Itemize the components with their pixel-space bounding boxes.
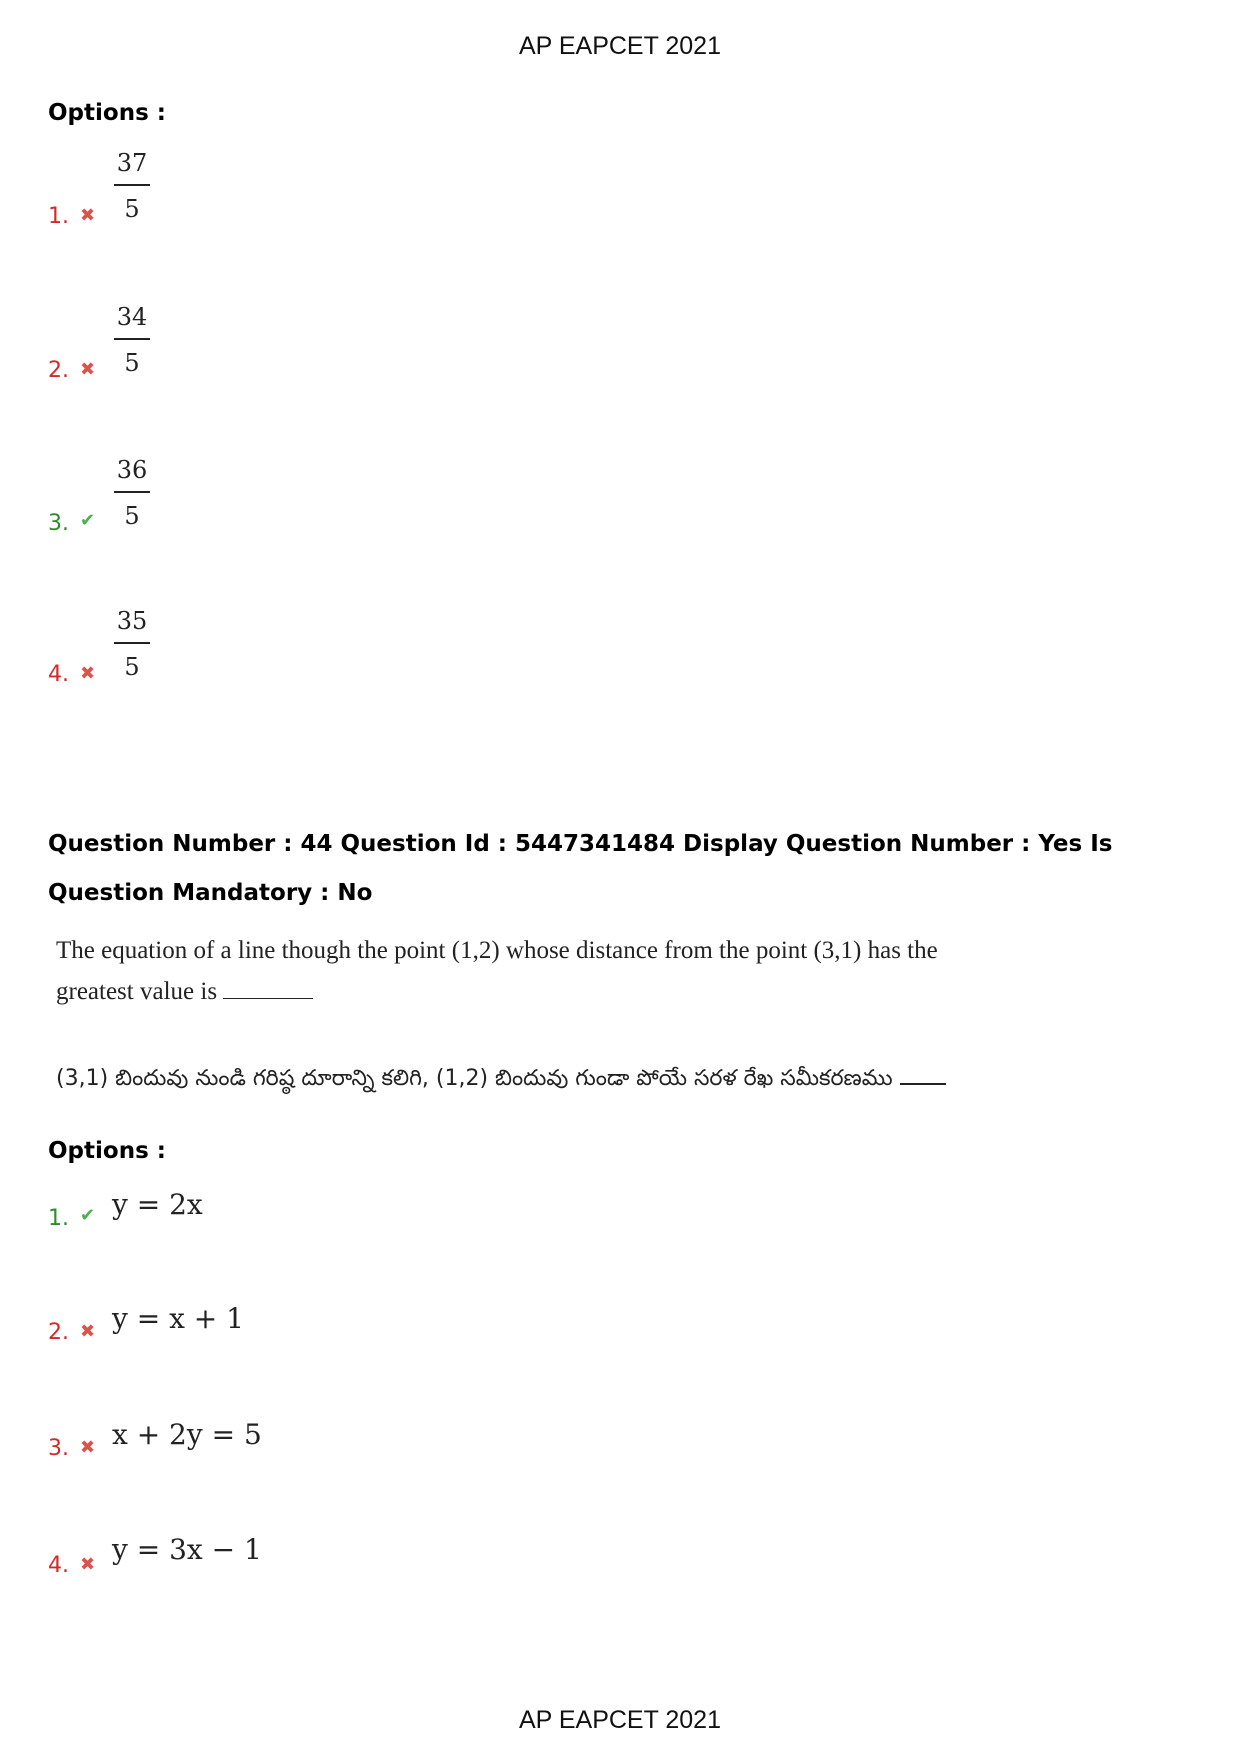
cross-icon: ✖: [80, 1437, 96, 1458]
fraction: [112, 606, 152, 682]
fraction-numerator: 36: [116, 456, 148, 484]
option-number: 3.: [48, 1436, 69, 1461]
option-number: 4.: [48, 1553, 69, 1578]
option-number: 4.: [48, 662, 69, 687]
fraction-numerator: 34: [116, 303, 148, 331]
cross-icon: ✖: [80, 359, 96, 380]
check-icon: ✔: [80, 510, 96, 531]
fraction-denominator: 5: [124, 349, 140, 377]
page-footer: AP EAPCET 2021: [519, 1706, 721, 1734]
options-label: Options :: [48, 1138, 166, 1164]
fraction-denominator: 5: [124, 502, 140, 530]
answer-blank: [223, 978, 313, 999]
question-text-telugu: [56, 1058, 1056, 1099]
cross-icon: ✖: [80, 205, 96, 226]
cross-icon: ✖: [80, 1554, 96, 1575]
question-english-text: The equation of a line though the point (1,2) whose distance from the point (3,1) has the greatest value is: [56, 937, 938, 1005]
option-expression: x + 2y = 5: [112, 1418, 262, 1451]
question-header: Question Number : 44 Question Id : 5447341484 Display Question Number : Yes Is Question Mandatory : No: [48, 831, 1113, 906]
cross-icon: ✖: [80, 1321, 96, 1342]
page-header: AP EAPCET 2021: [519, 32, 721, 60]
option-expression: y = 2x: [112, 1188, 203, 1221]
option-number: 2.: [48, 1320, 69, 1345]
option-expression: y = 3x − 1: [112, 1533, 262, 1566]
fraction: [112, 302, 152, 378]
fraction: [112, 455, 152, 531]
question-text-english: [56, 930, 956, 1012]
fraction-numerator: 35: [116, 607, 148, 635]
option-number: 3.: [48, 511, 69, 536]
option-expression: y = x + 1: [112, 1302, 244, 1335]
question-telugu-text: (3,1) బిందువు నుండి గరిష్ఠ దూరాన్ని కలిగి, (1,2) బిందువు గుండా పోయే సరళ రేఖ సమీకరణము: [56, 1066, 893, 1091]
cross-icon: ✖: [80, 663, 96, 684]
option-number: 2.: [48, 358, 69, 383]
fraction: [112, 148, 152, 224]
options-label: Options :: [48, 100, 166, 126]
fraction-numerator: 37: [116, 149, 148, 177]
check-icon: ✔: [80, 1205, 96, 1226]
fraction-denominator: 5: [124, 653, 140, 681]
option-number: 1.: [48, 204, 69, 229]
answer-blank: [900, 1065, 946, 1085]
fraction-denominator: 5: [124, 195, 140, 223]
option-number: 1.: [48, 1206, 69, 1231]
